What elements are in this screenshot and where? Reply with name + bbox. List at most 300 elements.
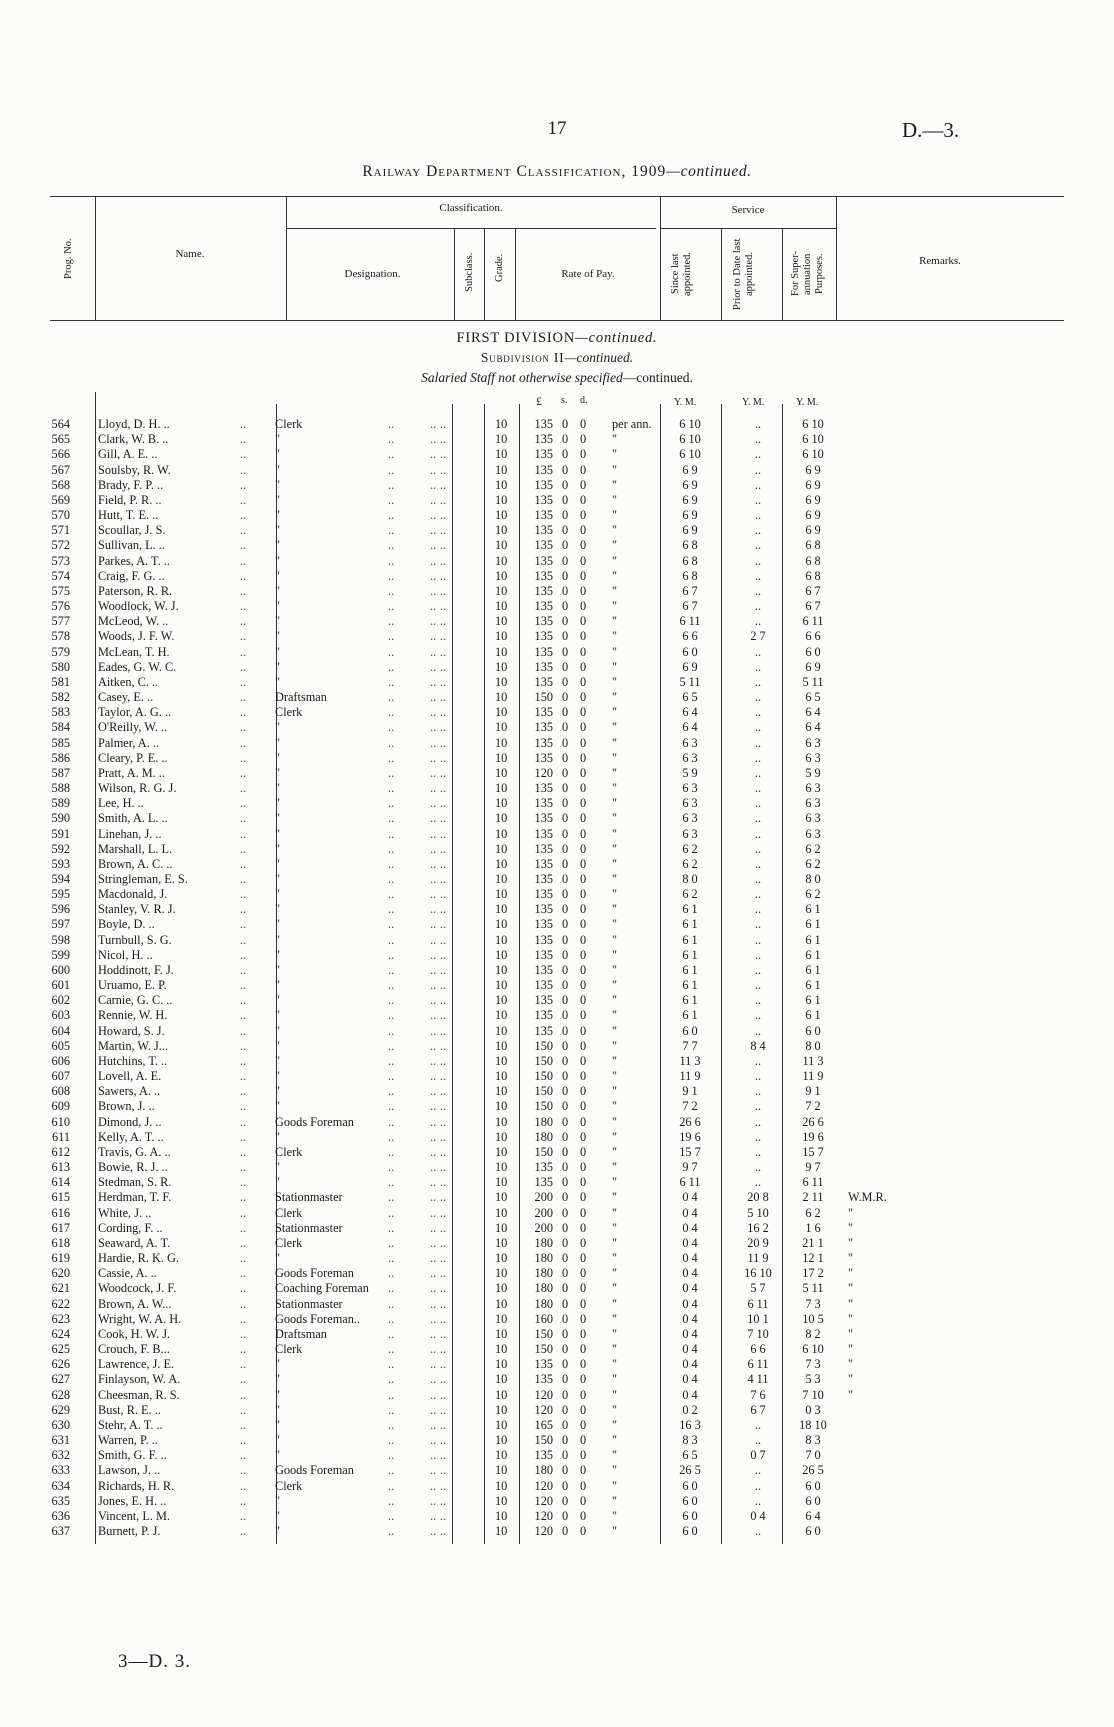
designation-cell: ": [275, 508, 281, 522]
grade-cell: 10: [495, 1478, 508, 1493]
prior-service-cell: 0 7: [750, 1448, 766, 1463]
pay-pounds-cell: 135: [534, 811, 553, 826]
pay-pounds-cell: 180: [534, 1235, 553, 1250]
grade-cell: 10: [495, 917, 508, 932]
table-row: [0, 478, 1114, 493]
pay-pounds-cell: 150: [534, 1099, 553, 1114]
leader-dots: ..: [240, 674, 247, 689]
pay-pounds-cell: 150: [534, 1433, 553, 1448]
superannuation-cell: 6 0: [805, 1478, 821, 1493]
grade-cell: 10: [495, 492, 508, 507]
superannuation-cell: 7 2: [805, 1099, 821, 1114]
since-last-cell: 7 7: [682, 1038, 698, 1053]
pay-shillings-cell: 0: [562, 765, 569, 780]
superannuation-cell: 6 3: [805, 796, 821, 811]
prior-service-cell: ..: [754, 841, 762, 856]
name-cell: Warren, P. ..: [98, 1433, 158, 1448]
grade-cell: 10: [495, 1144, 508, 1159]
leader-dots: ..: [240, 1478, 247, 1493]
name-cell: Travis, G. A. ..: [98, 1144, 171, 1159]
designation-cell: Stationmaster: [275, 1296, 343, 1311]
superannuation-cell: 0 3: [805, 1402, 821, 1417]
prog-no-cell: 611: [52, 1129, 70, 1144]
prog-no-cell: 609: [51, 1099, 70, 1114]
col-divider: [454, 228, 455, 320]
pay-pounds-cell: 135: [534, 841, 553, 856]
name-cell: Cook, H. W. J.: [98, 1326, 171, 1341]
grade-cell: 10: [495, 1220, 508, 1235]
leader-dots: ..: [240, 1448, 247, 1463]
table-row: [0, 1266, 1114, 1281]
superannuation-cell: 5 11: [802, 1281, 824, 1296]
table-row: [0, 1463, 1114, 1478]
prog-no-cell: 613: [51, 1160, 70, 1175]
name-cell: Carnie, G. C. ..: [98, 993, 173, 1008]
leader-dots: ..: [440, 538, 447, 553]
pay-period-cell: ": [612, 1038, 618, 1053]
pay-period-cell: ": [612, 1144, 618, 1159]
since-last-cell: 9 1: [682, 1084, 698, 1099]
pay-pounds-cell: 150: [534, 1038, 553, 1053]
leader-dots: ..: [430, 932, 437, 947]
superannuation-cell: 6 9: [805, 477, 821, 492]
since-last-cell: 6 1: [682, 932, 698, 947]
pay-pounds-cell: 135: [534, 644, 553, 659]
subdivision-name: Subdivision II: [480, 350, 565, 365]
pay-period-cell: ": [612, 1053, 618, 1068]
name-cell: Linehan, J. ..: [98, 826, 162, 841]
superannuation-cell: 6 4: [805, 705, 821, 720]
pay-pence-cell: 0: [580, 432, 587, 447]
name-cell: Wilson, R. G. J.: [98, 781, 177, 795]
prog-no-cell: 591: [51, 826, 70, 841]
name-cell: McLeod, W. ..: [98, 614, 169, 629]
leader-dots: ..: [240, 1387, 247, 1402]
leader-dots: ..: [430, 1326, 437, 1341]
name-cell: Dimond, J. ..: [98, 1114, 162, 1129]
pay-shillings-cell: 0: [562, 674, 569, 689]
leader-dots: ..: [430, 705, 437, 720]
superannuation-cell: 6 8: [805, 568, 821, 583]
prog-no-cell: 581: [51, 674, 70, 689]
pay-pence-cell: 0: [580, 447, 587, 462]
pay-period-cell: ": [612, 447, 618, 462]
since-last-cell: 6 0: [682, 1524, 698, 1538]
leader-dots: ..: [388, 1160, 395, 1175]
leader-dots: ..: [440, 1402, 447, 1417]
pay-period-cell: ": [612, 750, 618, 765]
superannuation-cell: 6 11: [802, 614, 824, 629]
prog-no-cell: 617: [51, 1220, 70, 1235]
pay-period-cell: ": [612, 887, 618, 902]
leader-dots: ..: [440, 1281, 447, 1296]
table-row: [0, 629, 1114, 644]
designation-cell: ": [275, 477, 281, 492]
leader-dots: ..: [430, 1008, 437, 1023]
designation-cell: ": [275, 644, 281, 659]
leader-dots: ..: [440, 432, 447, 447]
superannuation-cell: 26 6: [802, 1114, 824, 1129]
leader-dots: ..: [240, 826, 247, 841]
leader-dots: ..: [440, 1160, 447, 1175]
pay-pence-cell: 0: [580, 978, 587, 993]
leader-dots: ..: [430, 599, 437, 613]
superannuation-cell: 6 3: [805, 781, 821, 795]
prior-service-cell: ..: [754, 417, 762, 431]
table-row: [0, 432, 1114, 447]
leader-dots: ..: [430, 1311, 437, 1326]
pay-shillings-cell: 0: [562, 902, 569, 917]
leader-dots: ..: [430, 1372, 437, 1387]
leader-dots: ..: [388, 523, 395, 538]
since-last-cell: 19 6: [679, 1129, 701, 1144]
name-cell: Kelly, A. T. ..: [98, 1129, 164, 1144]
leader-dots: ..: [388, 1448, 395, 1463]
pay-pounds-cell: 135: [534, 993, 553, 1008]
prog-no-cell: 633: [51, 1463, 70, 1478]
pay-shillings-cell: 0: [562, 417, 569, 431]
pay-shillings-cell: 0: [562, 583, 569, 598]
grade-cell: 10: [495, 1069, 508, 1084]
leader-dots: ..: [388, 932, 395, 947]
leader-dots: ..: [240, 781, 247, 795]
leader-dots: ..: [440, 887, 447, 902]
pay-pence-cell: 0: [580, 1433, 587, 1448]
designation-cell: Clerk: [275, 705, 303, 720]
pay-pence-cell: 0: [580, 599, 587, 613]
superannuation-cell: 6 4: [805, 1508, 821, 1523]
pay-period-cell: ": [612, 462, 618, 477]
table-row: [0, 1403, 1114, 1418]
designation-cell: ": [275, 1129, 281, 1144]
leader-dots: ..: [430, 477, 437, 492]
since-last-cell: 6 10: [679, 417, 701, 431]
pay-period-cell: ": [612, 1493, 618, 1508]
pay-pence-cell: 0: [580, 781, 587, 795]
prior-service-cell: 5 7: [750, 1281, 766, 1296]
grade-cell: 10: [495, 1251, 508, 1266]
superannuation-cell: 26 5: [802, 1463, 824, 1478]
name-cell: Boyle, D. ..: [98, 917, 155, 932]
pay-pounds-cell: 135: [534, 492, 553, 507]
pay-shillings-cell: 0: [562, 735, 569, 750]
prior-service-cell: ..: [754, 1008, 762, 1023]
leader-dots: ..: [430, 1433, 437, 1448]
superannuation-cell: 6 2: [805, 856, 821, 871]
pay-shillings-cell: 0: [562, 1357, 569, 1372]
prog-no-cell: 631: [51, 1433, 70, 1448]
prior-service-cell: ..: [754, 1099, 762, 1114]
header-designation: Designation.: [344, 268, 401, 280]
col-divider: [721, 228, 722, 320]
leader-dots: ..: [388, 826, 395, 841]
unit-ym-since: Y. M.: [674, 397, 697, 408]
superannuation-cell: 7 10: [802, 1387, 824, 1402]
leader-dots: ..: [440, 735, 447, 750]
pay-pence-cell: 0: [580, 1160, 587, 1175]
prior-service-cell: ..: [754, 978, 762, 993]
pay-pounds-cell: 200: [534, 1190, 553, 1205]
grade-cell: 10: [495, 447, 508, 462]
leader-dots: ..: [440, 765, 447, 780]
superannuation-cell: 6 2: [805, 1205, 821, 1220]
pay-pence-cell: 0: [580, 538, 587, 553]
prior-service-cell: ..: [754, 1433, 762, 1448]
superannuation-cell: 6 3: [805, 750, 821, 765]
col-divider: [515, 228, 516, 320]
table-row: [0, 1069, 1114, 1084]
table-row: [0, 1054, 1114, 1069]
pay-shillings-cell: 0: [562, 1463, 569, 1478]
leader-dots: ..: [388, 1311, 395, 1326]
pay-shillings-cell: 0: [562, 720, 569, 735]
pay-pence-cell: 0: [580, 1493, 587, 1508]
pay-pence-cell: 0: [580, 1417, 587, 1432]
leader-dots: ..: [240, 1053, 247, 1068]
superannuation-cell: 6 1: [805, 932, 821, 947]
pay-pence-cell: 0: [580, 917, 587, 932]
prior-service-cell: 6 11: [747, 1296, 769, 1311]
name-cell: Stehr, A. T. ..: [98, 1417, 163, 1432]
prog-no-cell: 587: [51, 765, 70, 780]
table-row: [0, 796, 1114, 811]
pay-shillings-cell: 0: [562, 1023, 569, 1038]
leader-dots: ..: [240, 538, 247, 553]
prog-no-cell: 623: [51, 1311, 70, 1326]
pay-pounds-cell: 180: [534, 1296, 553, 1311]
name-cell: Finlayson, W. A.: [98, 1372, 181, 1387]
designation-cell: ": [275, 841, 281, 856]
leader-dots: ..: [440, 1023, 447, 1038]
prior-service-cell: ..: [754, 492, 762, 507]
grade-cell: 10: [495, 947, 508, 962]
name-cell: Sullivan, L. ..: [98, 538, 165, 553]
header-top-rule: [50, 196, 1064, 197]
prog-no-cell: 589: [51, 796, 70, 811]
pay-pounds-cell: 135: [534, 932, 553, 947]
table-row: [0, 463, 1114, 478]
table-row: [0, 872, 1114, 887]
grade-cell: 10: [495, 1084, 508, 1099]
prior-service-cell: ..: [754, 1175, 762, 1190]
leader-dots: ..: [240, 583, 247, 598]
table-row: [0, 1221, 1114, 1236]
pay-shillings-cell: 0: [562, 1160, 569, 1175]
leader-dots: ..: [440, 447, 447, 462]
designation-cell: ": [275, 1251, 281, 1266]
grade-cell: 10: [495, 1493, 508, 1508]
table-row: [0, 1433, 1114, 1448]
table-row: [0, 736, 1114, 751]
prog-no-cell: 586: [51, 750, 70, 765]
leader-dots: ..: [440, 1342, 447, 1357]
table-row: [0, 1357, 1114, 1372]
pay-pence-cell: 0: [580, 614, 587, 629]
pay-period-cell: ": [612, 1251, 618, 1266]
leader-dots: ..: [388, 1463, 395, 1478]
designation-cell: ": [275, 1357, 281, 1372]
pay-period-cell: ": [612, 477, 618, 492]
leader-dots: ..: [430, 690, 437, 704]
prior-service-cell: ..: [754, 1160, 762, 1175]
pay-pounds-cell: 120: [534, 1493, 553, 1508]
prog-no-cell: 568: [51, 477, 70, 492]
leader-dots: ..: [388, 978, 395, 993]
name-cell: Aitken, C. ..: [98, 674, 159, 689]
leader-dots: ..: [430, 659, 437, 674]
leader-dots: ..: [240, 1357, 247, 1372]
superannuation-cell: 11 9: [802, 1069, 824, 1084]
leader-dots: ..: [240, 796, 247, 811]
grade-cell: 10: [495, 599, 508, 613]
header-prior-to-date: Prior to Date last appointed.: [732, 238, 755, 310]
superannuation-cell: 21 1: [802, 1235, 824, 1250]
leader-dots: ..: [440, 1129, 447, 1144]
leader-dots: ..: [388, 781, 395, 795]
name-cell: Nicol, H. ..: [98, 947, 153, 962]
superannuation-cell: 6 3: [805, 826, 821, 841]
pay-pounds-cell: 135: [534, 826, 553, 841]
pay-shillings-cell: 0: [562, 1175, 569, 1190]
pay-pounds-cell: 135: [534, 447, 553, 462]
pay-shillings-cell: 0: [562, 978, 569, 993]
table-row: [0, 660, 1114, 675]
pay-period-cell: ": [612, 902, 618, 917]
prior-service-cell: ..: [754, 690, 762, 704]
since-last-cell: 0 4: [682, 1387, 698, 1402]
pay-pence-cell: 0: [580, 508, 587, 522]
leader-dots: ..: [440, 947, 447, 962]
pay-pounds-cell: 135: [534, 917, 553, 932]
name-cell: Craig, F. G. ..: [98, 568, 165, 583]
superannuation-cell: 6 0: [805, 1493, 821, 1508]
leader-dots: ..: [240, 1069, 247, 1084]
leader-dots: ..: [440, 1448, 447, 1463]
grade-cell: 10: [495, 659, 508, 674]
prog-no-cell: 565: [51, 432, 70, 447]
pay-period-cell: ": [612, 1175, 618, 1190]
prog-no-cell: 605: [51, 1038, 70, 1053]
pay-pounds-cell: 180: [534, 1114, 553, 1129]
prior-service-cell: ..: [754, 856, 762, 871]
designation-cell: Coaching Foreman: [275, 1281, 369, 1296]
name-cell: Cleary, P. E. ..: [98, 750, 168, 765]
header-remarks: Remarks.: [919, 255, 961, 267]
table-row: [0, 690, 1114, 705]
leader-dots: ..: [440, 750, 447, 765]
leader-dots: ..: [430, 674, 437, 689]
pay-pence-cell: 0: [580, 583, 587, 598]
prior-service-cell: ..: [754, 523, 762, 538]
leader-dots: ..: [388, 1266, 395, 1281]
pay-pounds-cell: 200: [534, 1205, 553, 1220]
leader-dots: ..: [388, 796, 395, 811]
prior-service-cell: 4 11: [747, 1372, 769, 1387]
pay-pence-cell: 0: [580, 705, 587, 720]
leader-dots: ..: [240, 1023, 247, 1038]
staff-name: Salaried Staff not otherwise specified: [421, 370, 623, 385]
pay-pounds-cell: 135: [534, 538, 553, 553]
grade-cell: 10: [495, 1448, 508, 1463]
prog-no-cell: 588: [51, 781, 70, 795]
superannuation-cell: 6 10: [802, 447, 824, 462]
designation-cell: ": [275, 1493, 281, 1508]
pay-shillings-cell: 0: [562, 796, 569, 811]
leader-dots: ..: [388, 1417, 395, 1432]
prior-service-cell: ..: [754, 887, 762, 902]
pay-shillings-cell: 0: [562, 447, 569, 462]
leader-dots: ..: [440, 553, 447, 568]
since-last-cell: 6 6: [682, 629, 698, 644]
pay-period-cell: ": [612, 614, 618, 629]
pay-pence-cell: 0: [580, 1342, 587, 1357]
pay-period-cell: ": [612, 1433, 618, 1448]
leader-dots: ..: [440, 872, 447, 886]
designation-cell: Goods Foreman: [275, 1114, 354, 1129]
pay-period-cell: ": [612, 1311, 618, 1326]
pay-pence-cell: 0: [580, 947, 587, 962]
leader-dots: ..: [388, 568, 395, 583]
prior-service-cell: ..: [754, 826, 762, 841]
pay-shillings-cell: 0: [562, 917, 569, 932]
pay-pounds-cell: 135: [534, 599, 553, 613]
header-subclass: Subclass.: [464, 252, 475, 292]
pay-shillings-cell: 0: [562, 1069, 569, 1084]
leader-dots: ..: [440, 1084, 447, 1099]
leader-dots: ..: [240, 962, 247, 977]
name-cell: Pratt, A. M. ..: [98, 765, 165, 780]
leader-dots: ..: [388, 1099, 395, 1114]
grade-cell: 10: [495, 705, 508, 720]
grade-cell: 10: [495, 1160, 508, 1175]
since-last-cell: 6 2: [682, 856, 698, 871]
table-row: [0, 493, 1114, 508]
leader-dots: ..: [240, 856, 247, 871]
table-row: [0, 1494, 1114, 1509]
superannuation-cell: 6 1: [805, 962, 821, 977]
prog-no-cell: 571: [51, 523, 70, 538]
prior-service-cell: 5 10: [747, 1205, 769, 1220]
pay-pounds-cell: 135: [534, 462, 553, 477]
since-last-cell: 6 9: [682, 492, 698, 507]
pay-shillings-cell: 0: [562, 887, 569, 902]
since-last-cell: 5 9: [682, 765, 698, 780]
leader-dots: ..: [388, 917, 395, 932]
leader-dots: ..: [430, 1114, 437, 1129]
table-row: [0, 599, 1114, 614]
leader-dots: ..: [440, 1508, 447, 1523]
prior-service-cell: ..: [754, 811, 762, 826]
pay-pounds-cell: 150: [534, 690, 553, 704]
name-cell: McLean, T. H.: [98, 644, 170, 659]
leader-dots: ..: [388, 1433, 395, 1448]
table-row: [0, 1130, 1114, 1145]
designation-cell: ": [275, 735, 281, 750]
staff-heading: [0, 370, 1114, 386]
unit-ym-prior: Y. M.: [742, 397, 765, 408]
pay-period-cell: ": [612, 553, 618, 568]
designation-cell: Clerk: [275, 1235, 303, 1250]
pay-pence-cell: 0: [580, 629, 587, 644]
pay-period-cell: ": [612, 1069, 618, 1084]
designation-cell: ": [275, 462, 281, 477]
grade-cell: 10: [495, 1099, 508, 1114]
grade-cell: 10: [495, 583, 508, 598]
prior-service-cell: ..: [754, 568, 762, 583]
grade-cell: 10: [495, 1387, 508, 1402]
pay-pence-cell: 0: [580, 826, 587, 841]
leader-dots: ..: [388, 447, 395, 462]
